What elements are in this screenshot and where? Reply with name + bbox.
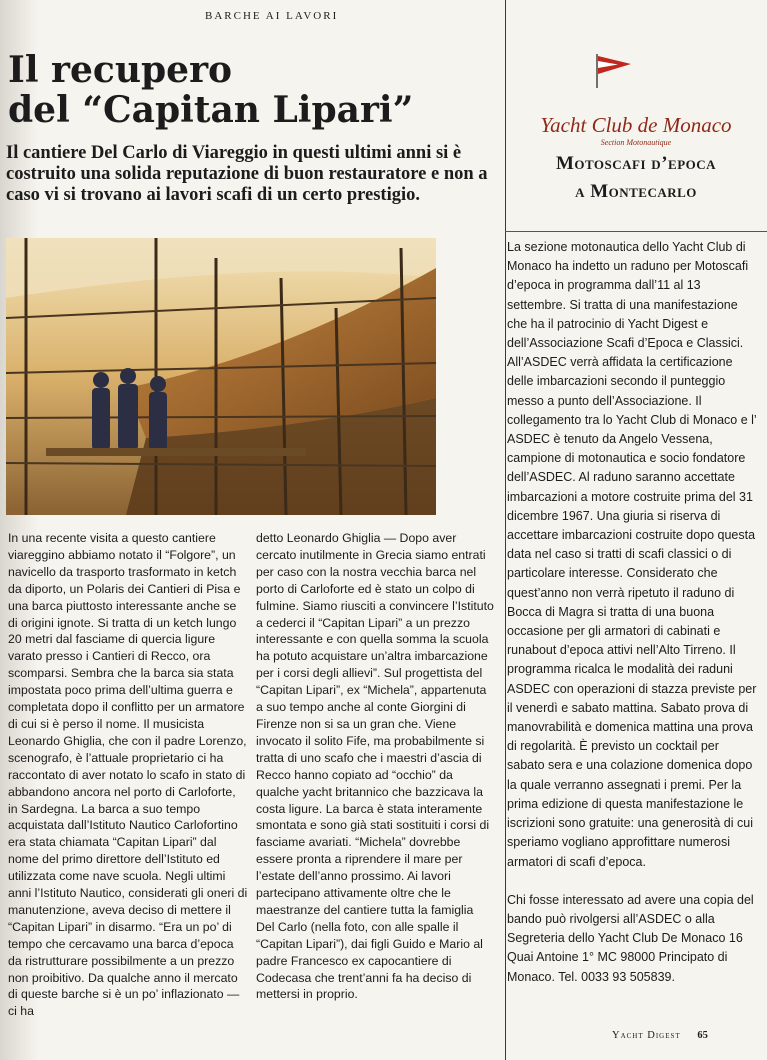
magazine-name: Yacht Digest (612, 1030, 681, 1041)
page-number: 65 (697, 1030, 708, 1041)
shipyard-photo (6, 238, 436, 515)
article-column-1 (8, 530, 248, 1020)
sidebar-title (505, 150, 767, 206)
shipyard-illustration (6, 238, 436, 515)
sidebar-rule (505, 231, 767, 232)
club-burgee-icon (593, 52, 633, 90)
article-paragraph: In una recente visita a questo cantiere viareggino abbiamo notato il “Folgore”, un navicello da trasporto trasformato in ketch da diporto, un Polaris dei Cantieri di Pisa e una barca piuttosto interessante anche se di origini ignote. Si tratta di un ketch lungo 20 metri dal fasciame di quercia ligure varato presso i Cantieri di Recco, ora scomparsi. Sembra che la barca sia stata impostata poco prima dell’ultima guerra e completata dopo il conflitto per un armatore di cui si è perso il nome. Il musicista Leonardo Ghiglia, che con il padre Lorenzo, scenografo, è l’attuale proprietario ci ha raccontato di aver notato lo scafo in stato di abbandono ancora nel porto di Carloforte, in Sardegna. La barca a suo tempo acquistata dall’Istituto Nautico Carlofortino era stata chiamata “Capitan Lipari” dal nome del primo direttore dell’Istituto ed utilizzata come nave scuola. Negli ultimi anni l’Istituto Nautico, considerati gli oneri di manutenzione, aveva deciso di mettere il “Capitan Lipari” in disarmo. “Era un po’ di tempo che cercavamo una barca d’epoca da ristrutturare possibilmente a un prezzo non proibitivo. Da qualche anno il mercato di queste barche si è un po’ inflazionato — ci ha (8, 531, 248, 1019)
article-paragraph: detto Leonardo Ghiglia — Dopo aver cercato inutilmente in Grecia siamo entrati per caso con la nostra vecchia barca nel porto di Carloforte ed è stato un colpo di fulmine. Siamo riusciti a convincere l’Istituto a cederci il “Capitan Lipari” a un prezzo interessante e con quella somma la scuola ha potuto acquistare un’altra imbarcazione per i corsi degli allievi”. Sul progettista del “Capitan Lipari”, ex “Michela”, appartenuta a suo tempo anche al conte Giorgini di Firenze non si sa un gran che. Viene invocato il solito Fife, ma probabilmente si tratta di uno scafo che i maestri d’ascia di Recco hanno copiato ad “occhio” da qualche yacht britannico che bazzicava la costa ligure. La barca è stata interamente smontata e sono già stati sostituiti i corsi di fasciame avariati. “Michela” dovrebbe essere pronta a riprendere il mare per l’estate dell’anno prossimo. Ai lavori partecipano attivamente oltre che le maestranze del cantiere tutta la famiglia Del Carlo (nella foto, con alle spalle il “Capitan Lipari”), dai figli Guido e Mario al padre Francesco ex capocantiere di Codecasa che trent’anni fa ha deciso di mettersi in proprio. (256, 531, 494, 1002)
sidebar-body (507, 238, 757, 987)
club-section: Section Motonautique (600, 138, 672, 147)
article-title (8, 50, 488, 130)
sidebar-paragraph: La sezione motonautica dello Yacht Club di Monaco ha indetto un raduno per Motoscafi d’epoca in programma dall’11 al 13 settembre. Si tratta di una manifestazione che ha il patrocinio di Yacht Digest e dell’Associazione Scafi d’Epoca e Classici. All’ASDEC verrà affidata la certificazione delle imbarcazioni secondo il punteggio messo a punto dell’Associazione. Il collegamento tra lo Yacht Club di Monaco e l’ ASDEC è tenuto da Angelo Vessena, campione di motonautica e socio fondatore dell’ASDEC. Al raduno saranno accettate imbarcazioni a motore costruite prima del 31 dicembre 1967. Una giuria si riserva di accettare imbarcazioni costruite dopo questa data nel caso si tratti di scafi classici o di particolare interesse. Considerato che quest’anno non verrà ripetuto il raduno di Bocca di Magra si tratta di una buona occasione per gli armatori di cabinati e runabout d’epoca attivi nell’Alto Tirreno. Il programma ricalca le modalità dei raduni ASDEC con operazioni di stazza previste per il venerdì e sabato mattina. Sabato prova di manovrabilità e domenica mattina una prova di regolarità. È previsto un cocktail per sabato sera e una colazione domenica dopo la quale verranno assegnati i premi. Per la prima edizione di questa manifestazione le iscrizioni sono gratuite: una generosità di cui speriamo vogliano approfittare numerosi armatori di scafi d’epoca. (507, 240, 757, 869)
sidebar-title-line-2: a Montecarlo (575, 181, 697, 202)
sidebar-contact: Chi fosse interessato ad avere una copia del bando può rivolgersi all’ASDEC o alla Segreteria dello Yacht Club De Monaco 16 Quai Antoine 1° MC 98000 Principato di Monaco. Tel. 0033 93 505839. (507, 892, 754, 984)
article-title-line-1: Il recupero (8, 49, 233, 91)
sidebar-title-line-1: Motoscafi d’epoca (555, 153, 717, 174)
club-name: Yacht Club de Monaco (540, 113, 732, 137)
page-footer (612, 1030, 708, 1041)
section-header: BARCHE AI LAVORI (205, 10, 339, 22)
article-column-2 (256, 530, 494, 1003)
article-lede: Il cantiere Del Carlo di Viareggio in questi ultimi anni si è costruito una solida reputazione di buon restauratore e non a caso vi si trovano ai lavori scafi di un certo prestigio. (6, 143, 488, 205)
article-title-line-2: del “Capitan Lipari” (8, 89, 414, 131)
